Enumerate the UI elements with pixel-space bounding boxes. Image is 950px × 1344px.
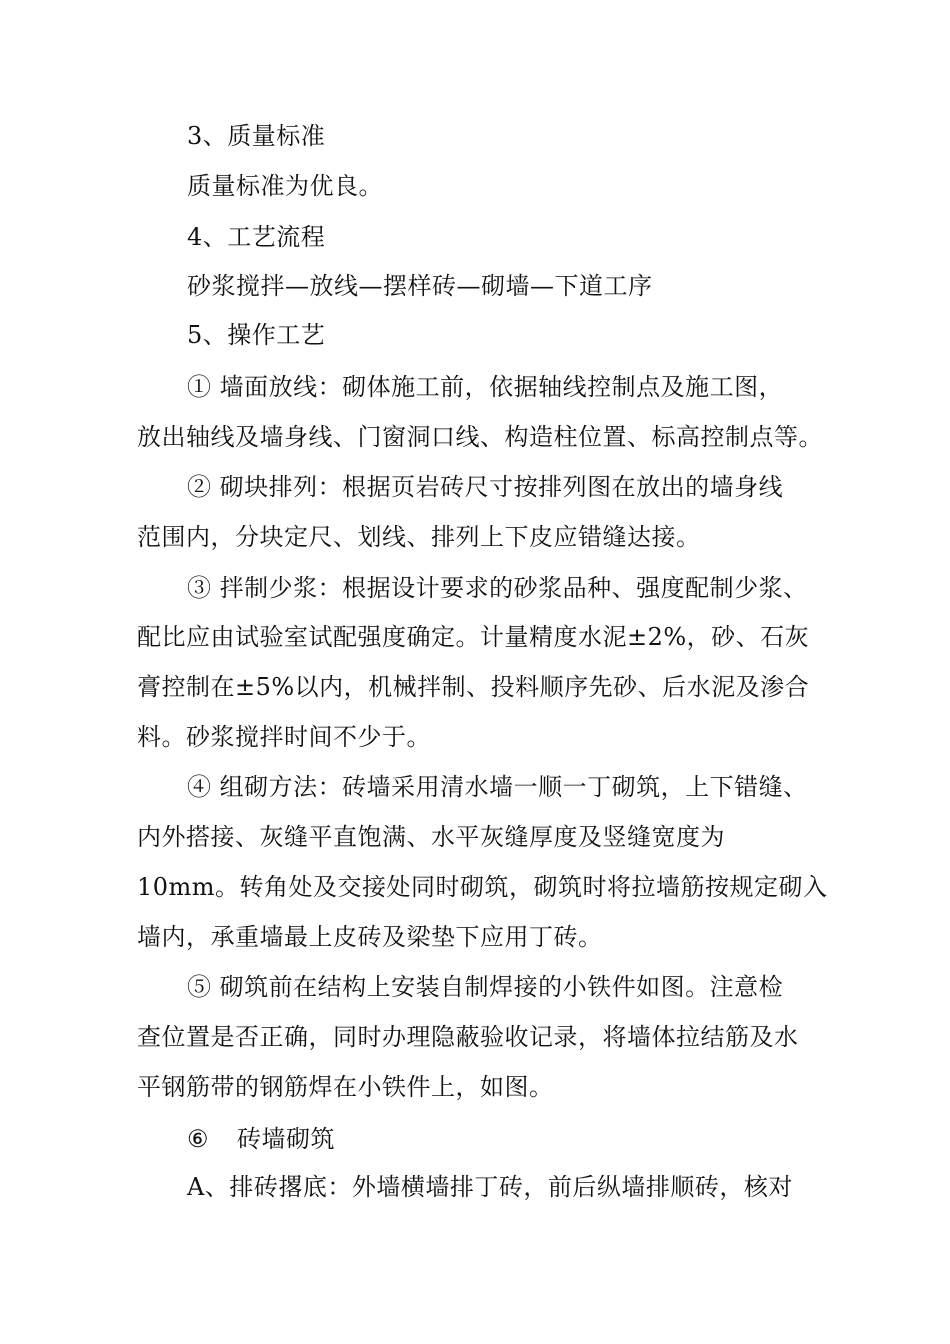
item-6-title: 砖墙砌筑 bbox=[237, 1125, 336, 1153]
paragraph-line: 砂浆搅拌—放线—摆样砖—砌墙—下道工序 bbox=[187, 272, 653, 300]
paragraph-line: 内外搭接、灰缝平直饱满、水平灰缝厚度及竖缝宽度为 bbox=[137, 823, 725, 851]
item-6-marker: ⑥ bbox=[187, 1125, 210, 1153]
paragraph-line: ② 砌块排列：根据页岩砖尺寸按排列图在放出的墙身线 bbox=[187, 473, 784, 501]
paragraph-line: 范围内，分块定尺、划线、排列上下皮应错缝达接。 bbox=[137, 523, 701, 551]
paragraph-line: ④ 组砌方法：砖墙采用清水墙一顺一丁砌筑，上下错缝、 bbox=[187, 773, 808, 801]
heading-operation-process: 5、操作工艺 bbox=[187, 321, 326, 349]
paragraph-line: 墙内，承重墙最上皮砖及梁垫下应用丁砖。 bbox=[137, 923, 603, 951]
paragraph-line: 质量标准为优良。 bbox=[187, 172, 383, 200]
paragraph-line: 平钢筋带的钢筋焊在小铁件上，如图。 bbox=[137, 1073, 554, 1101]
paragraph-line: 10mm。转角处及交接处同时砌筑，砌筑时将拉墙筋按规定砌入 bbox=[137, 873, 828, 901]
paragraph-line: 配比应由试验室试配强度确定。计量精度水泥±2%，砂、石灰 bbox=[137, 623, 810, 651]
paragraph-line: 膏控制在±5%以内，机械拌制、投料顺序先砂、后水泥及渗合 bbox=[137, 673, 810, 701]
paragraph-line: 放出轴线及墙身线、门窗洞口线、构造柱位置、标高控制点等。 bbox=[137, 423, 823, 451]
heading-process-flow: 4、工艺流程 bbox=[187, 223, 326, 251]
paragraph-line: 查位置是否正确，同时办理隐蔽验收记录，将墙体拉结筋及水 bbox=[137, 1023, 799, 1051]
paragraph-line: 料。砂浆搅拌时间不少于。 bbox=[137, 723, 431, 751]
paragraph-line: A、排砖撂底：外墙横墙排丁砖，前后纵墙排顺砖，核对 bbox=[187, 1173, 793, 1201]
paragraph-line: ⑤ 砌筑前在结构上安装自制焊接的小铁件如图。注意检 bbox=[187, 973, 784, 1001]
paragraph-line: ① 墙面放线：砌体施工前，依据轴线控制点及施工图， bbox=[187, 373, 784, 401]
item-6-heading bbox=[187, 1124, 335, 1154]
paragraph-line: ③ 拌制少浆：根据设计要求的砂浆品种、强度配制少浆、 bbox=[187, 574, 808, 602]
heading-quality-standard: 3、质量标准 bbox=[187, 122, 326, 150]
